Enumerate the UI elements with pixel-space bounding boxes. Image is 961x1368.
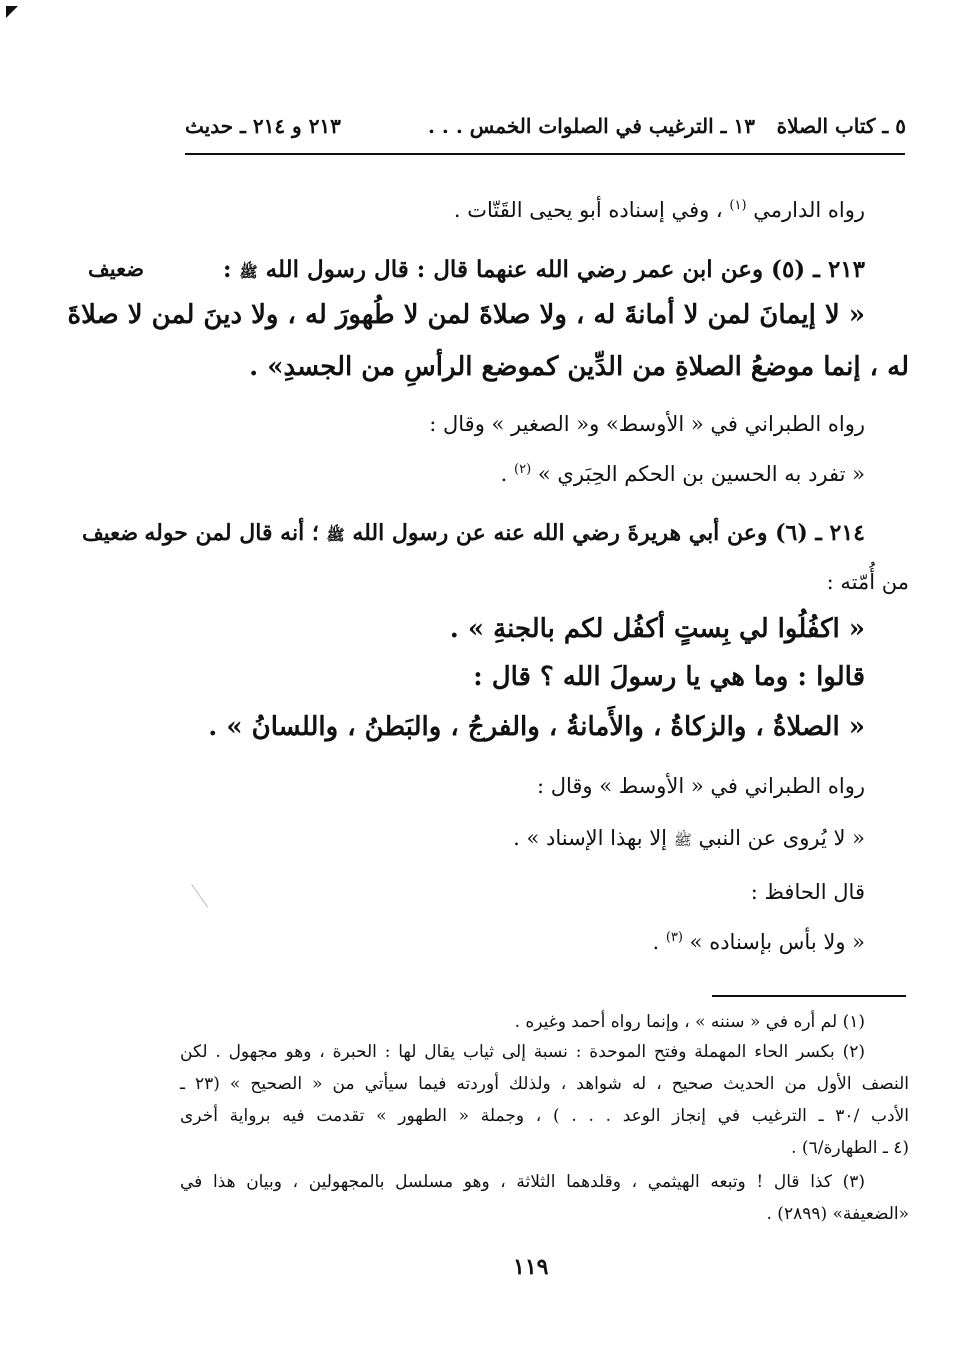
hadith-213-intro: ٢١٣ ـ (٥) وعن ابن عمر رضي الله عنهما قال : قال رسول الله ﷺ : xyxy=(223,256,865,283)
qala-al-hafiz: قال الحافظ : xyxy=(750,880,865,904)
hadith-213-text-2: له ، إنما موضعُ الصلاةِ من الدِّين كموضع الرأسِ من الجسدِ» . xyxy=(249,352,909,382)
header-hadith-range: ٢١٣ و ٢١٤ ـ حديث xyxy=(185,114,341,138)
narration-tabarani-213: رواه الطبراني في « الأوسط» و« الصغير » وقال : xyxy=(429,412,865,436)
footnote-ref-1: (١) xyxy=(729,198,747,213)
header-rule xyxy=(185,153,905,155)
footnote-ref-2: (٢) xyxy=(514,462,532,477)
page-number: ١١٩ xyxy=(513,1254,549,1280)
hadith-214-intro-2: من أُمّته : xyxy=(826,570,909,594)
footnote-2-line-2: النصف الأول من الحديث صحيح ، له شواهد ، ولذلك أوردته فيما سيأتي من « الصحيح » (٢٣ ـ xyxy=(180,1074,909,1094)
quote-la-yurwa: « لا يُروى عن النبي ﷺ إلا بهذا الإسناد » . xyxy=(513,826,865,850)
hadith-214-text-2: قالوا : وما هي يا رسولَ الله ؟ قال : xyxy=(473,662,865,692)
narration-tabarani-214: رواه الطبراني في « الأوسط » وقال : xyxy=(536,774,865,798)
footnote-2-line-4: (٤ ـ الطهارة/٦) . xyxy=(791,1138,909,1158)
footnote-ref-3: (٣) xyxy=(665,930,683,945)
footnote-rule xyxy=(712,995,906,997)
corner-mark xyxy=(6,6,18,18)
hadith-214-intro: ٢١٤ ـ (٦) وعن أبي هريرةَ رضي الله عنه عن رسول الله ﷺ ؛ أنه قال لمن حوله xyxy=(144,520,865,546)
footnote-2-line-3: الأدب /٣٠ ـ الترغيب في إنجاز الوعد . . . ) ، وجملة « الطهور » تقدمت فيه برواية أخرى xyxy=(180,1106,910,1126)
hadith-213-text-1: « لا إيمانَ لمن لا أمانةَ له ، ولا صلاةَ لمن لا طُهورَ له ، ولا دينَ لمن لا صلاةَ xyxy=(67,300,865,330)
header-chapter-title: ١٣ ـ الترغيب في الصلوات الخمس . . . xyxy=(428,114,755,138)
hadith-214-text-3: « الصلاةُ ، والزكاةُ ، والأَمانةُ ، والفرجُ ، والبَطنُ ، واللسانُ » . xyxy=(208,712,865,742)
footnote-2-line-1: (٢) بكسر الحاء المهملة وفتح الموحدة : نسبة إلى ثياب يقال لها : الحبرة ، وهو مجهول . لكن xyxy=(180,1042,865,1062)
hadith-214-text-1: « اكفُلُوا لي بِستٍ أكفُل لكم بالجنةِ » . xyxy=(449,614,865,644)
salutation-glyph: ﷺ xyxy=(326,526,345,544)
footnote-3-line-1: (٣) كذا قال ! وتبعه الهيثمي ، وقلدهما الثلاثة ، وهو مسلسل بالمجهولين ، وبيان هذا في xyxy=(180,1172,865,1192)
grade-label-213: ضعيف xyxy=(88,256,145,281)
footnote-1: (١) لم أره في « سننه » ، وإنما رواه أحمد وغيره . xyxy=(514,1012,865,1032)
narration-darimi: رواه الدارمي $^{(١)}$ ، وفي إسناده أبو يحيى القَتّات . xyxy=(453,198,865,222)
quote-tafarrada: « تفرد به الحسين بن الحكم الحِبَري » $^{(٢)}$ . xyxy=(500,462,865,486)
footnote-3-line-2: «الضعيفة» (٢٨٩٩) . xyxy=(766,1204,909,1224)
header-book-title: ٥ ـ كتاب الصلاة xyxy=(776,114,906,138)
quote-la-bas: « ولا بأس بإسناده » $^{(٣)}$ . xyxy=(652,930,865,954)
scan-mark xyxy=(191,884,208,908)
salutation-glyph: ﷺ xyxy=(673,831,692,849)
salutation-glyph: ﷺ xyxy=(239,263,258,281)
grade-label-214: ضعيف xyxy=(82,520,139,545)
